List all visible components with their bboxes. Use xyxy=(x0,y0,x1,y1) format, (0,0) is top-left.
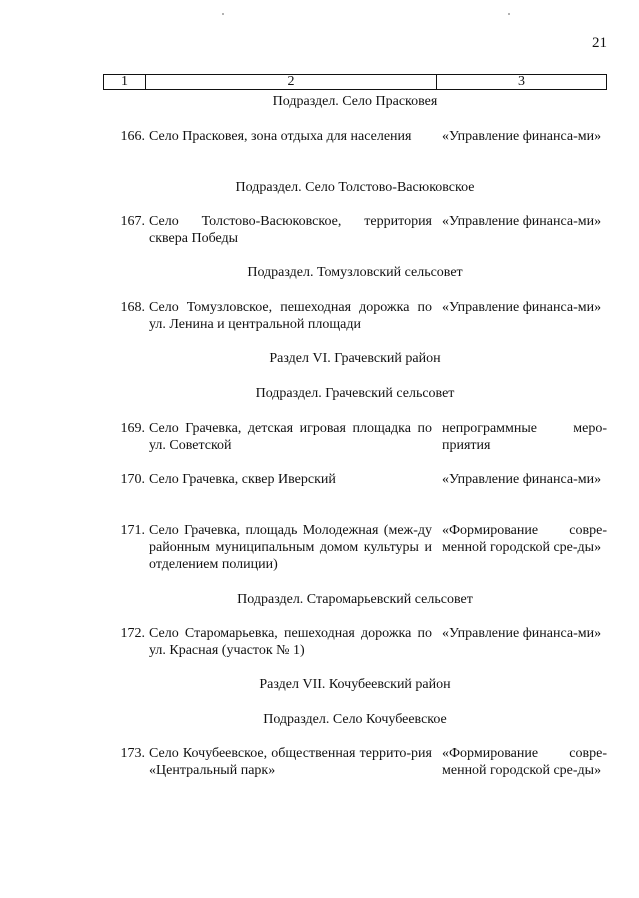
row-program: непрограммные меро-приятия xyxy=(442,421,607,453)
row-number: 168. xyxy=(120,300,145,315)
header-cell-3: 3 xyxy=(518,74,525,89)
row-description: Село Грачевка, детская игровая площадка по ул. Советской xyxy=(149,421,432,453)
row-program: «Управление финанса-ми» xyxy=(442,626,602,641)
row-program: «Управление финанса-ми» xyxy=(442,214,602,229)
row-number: 170. xyxy=(120,472,145,487)
row-number: 169. xyxy=(120,421,145,436)
row-description: Село Толстово-Васюковское, территория сквера Победы xyxy=(149,214,432,246)
subsection-heading: Подраздел. Село Кочубеевское xyxy=(263,712,447,727)
subsection-heading: Подраздел. Томузловский сельсовет xyxy=(247,265,463,280)
section-heading: Раздел VI. Грачевский район xyxy=(269,351,441,366)
row-number: 172. xyxy=(120,626,145,641)
subsection-heading: Подраздел. Грачевский сельсовет xyxy=(255,386,455,401)
page-number: 21 xyxy=(592,35,607,51)
row-program: «Управление финанса-ми» xyxy=(442,300,602,315)
row-program: «Формирование совре-менной городской сре-ды» xyxy=(442,523,607,555)
row-description: Село Старомарьевка, пешеходная дорожка по ул. Красная (участок № 1) xyxy=(149,626,432,658)
scan-speck xyxy=(508,13,510,15)
row-program: «Управление финанса-ми» xyxy=(442,129,602,144)
subsection-heading: Подраздел. Село Толстово-Васюковское xyxy=(235,180,475,195)
row-description: Село Прасковея, зона отдыха для населения xyxy=(149,129,412,144)
row-description: Село Грачевка, площадь Молодежная (меж-ду районным муниципальным домом культуры и отделением полиции) xyxy=(149,523,432,572)
row-number: 171. xyxy=(120,523,145,538)
row-description: Село Грачевка, сквер Иверский xyxy=(149,472,336,487)
row-program: «Управление финанса-ми» xyxy=(442,472,602,487)
subsection-heading: Подраздел. Старомарьевский сельсовет xyxy=(237,592,473,607)
header-cell-1: 1 xyxy=(104,75,146,89)
row-description: Село Кочубеевское, общественная террито-рия «Центральный парк» xyxy=(149,746,432,778)
subsection-heading: Подраздел. Село Прасковея xyxy=(272,94,438,109)
header-cell-2: 2 xyxy=(146,75,437,89)
row-number: 173. xyxy=(120,746,145,761)
row-program: «Формирование совре-менной городской сре-ды» xyxy=(442,746,607,778)
table-header xyxy=(103,74,607,90)
row-number: 166. xyxy=(120,129,145,144)
section-heading: Раздел VII. Кочубеевский район xyxy=(259,677,451,692)
row-description: Село Томузловское, пешеходная дорожка по ул. Ленина и центральной площади xyxy=(149,300,432,332)
scan-speck xyxy=(222,13,224,15)
row-number: 167. xyxy=(120,214,145,229)
